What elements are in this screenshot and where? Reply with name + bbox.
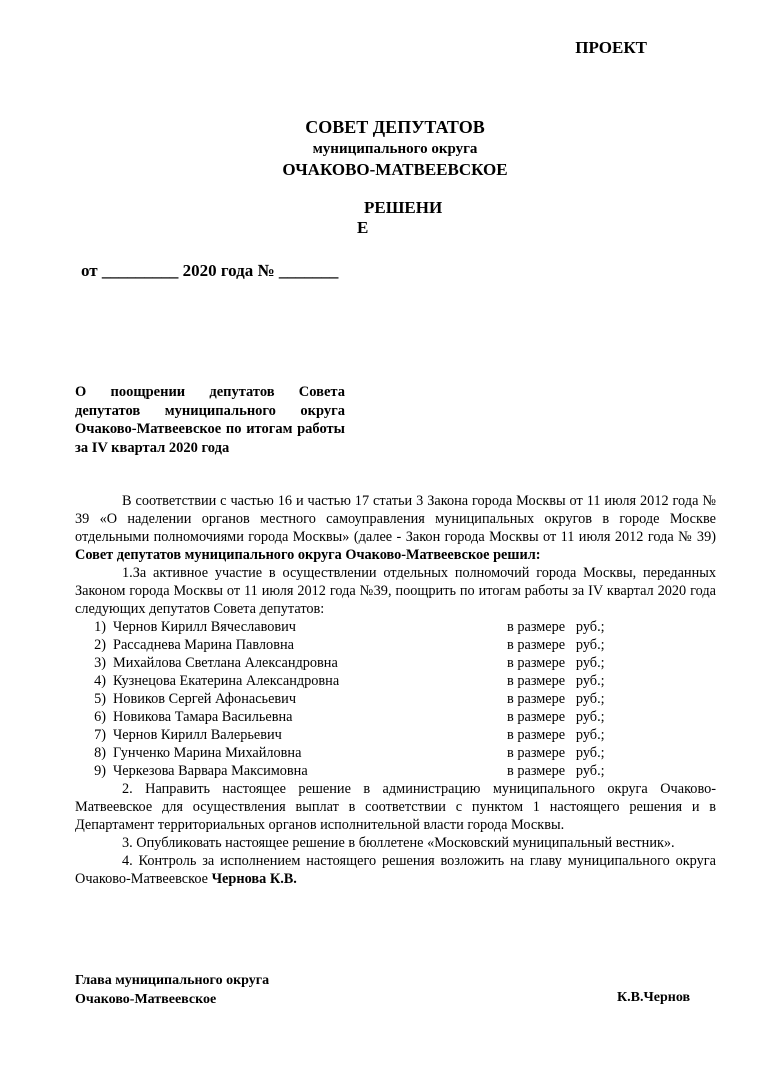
deputy-name: Новикова Тамара Васильевна <box>113 709 293 725</box>
deputy-number: 9) <box>94 763 106 779</box>
deputy-amount: в размере руб.; <box>507 673 605 689</box>
deputy-name: Новиков Сергей Афонасьевич <box>113 691 297 707</box>
signature-name: К.В.Чернов <box>617 990 691 1005</box>
deputy-name: Чернов Кирилл Вячеславович <box>113 619 296 635</box>
deputy-name: Черкезова Варвара Максимовна <box>113 763 308 779</box>
item-2-paragraph: 2. Направить настоящее решение в администрацию муниципального округа Очаково-Матвеевское для осуществления выплат в соответствии с пунктом 1 настоящего решения и в Департамент территориальных органов исполнительной власти города Москвы. <box>75 781 716 833</box>
item-4-text: 4. Контроль за исполнением настоящего решения возложить на главу муниципального округа Очаково-Матвеевское <box>75 853 716 887</box>
deputy-list-item <box>75 726 716 744</box>
deputy-amount: в размере руб.; <box>507 745 605 761</box>
deputy-amount: в размере руб.; <box>507 691 605 707</box>
district-label: муниципального округа <box>312 141 478 157</box>
deputy-number: 6) <box>94 709 106 725</box>
deputy-amount: в размере руб.; <box>507 727 605 743</box>
deputy-list-item <box>75 744 716 762</box>
deputy-list-item <box>75 708 716 726</box>
item-1-paragraph: 1.За активное участие в осуществлении отдельных полномочий города Москвы, переданных Законом города Москвы от 11 июля 2012 года №39, поощрить по итогам работы за IV квартал 2020 года следующих депутатов Совета депутатов: <box>75 565 716 617</box>
deputy-number: 4) <box>94 673 106 689</box>
deputy-number: 8) <box>94 745 106 761</box>
project-stamp: ПРОЕКТ <box>575 38 647 57</box>
item-4-responsible: Чернова К.В. <box>211 871 297 887</box>
preamble-resolution: Совет депутатов муниципального округа Очаково-Матвеевское решил: <box>75 547 541 563</box>
deputy-name: Чернов Кирилл Валерьевич <box>113 727 282 743</box>
item-4-paragraph <box>75 852 716 888</box>
decision-subject: О поощрении депутатов Совета депутатов муниципального округа Очаково-Матвеевское по итогам работы за IV квартал 2020 года <box>75 384 345 456</box>
decision-heading-part1: РЕШЕНИ <box>364 198 443 217</box>
deputy-list-item <box>75 672 716 690</box>
decision-body <box>75 492 716 888</box>
deputy-name: Рассаднева Марина Павловна <box>113 637 294 653</box>
preamble-text: В соответствии с частью 16 и частью 17 статьи 3 Закона города Москвы от 11 июля 2012 года № 39 «О наделении органов местного самоуправления муниципальных округов в городе Москве отдельными полномочиями города Москвы» (далее - Закон города Москвы от 11 июля 2012 года № 39) <box>75 493 716 545</box>
deputy-list-item <box>75 618 716 636</box>
council-title: СОВЕТ ДЕПУТАТОВ <box>305 117 485 137</box>
deputy-name: Гунченко Марина Михайловна <box>113 745 302 761</box>
deputy-number: 1) <box>94 619 106 635</box>
district-name: ОЧАКОВО-МАТВЕЕВСКОЕ <box>282 160 508 179</box>
deputy-amount: в размере руб.; <box>507 655 605 671</box>
deputy-number: 5) <box>94 691 106 707</box>
preamble-paragraph <box>75 492 716 564</box>
deputy-name: Кузнецова Екатерина Александровна <box>113 673 340 689</box>
signature-block <box>75 971 269 1009</box>
deputy-number: 2) <box>94 637 106 653</box>
deputy-number: 3) <box>94 655 106 671</box>
deputy-amount: в размере руб.; <box>507 709 605 725</box>
deputy-list-item <box>75 654 716 672</box>
decision-heading-part2: Е <box>357 218 369 237</box>
deputy-list-item <box>75 690 716 708</box>
deputy-amount: в размере руб.; <box>507 619 605 635</box>
deputy-amount: в размере руб.; <box>507 637 605 653</box>
deputy-list <box>75 618 716 780</box>
deputy-name: Михайлова Светлана Александровна <box>113 655 338 671</box>
item-3-paragraph: 3. Опубликовать настоящее решение в бюллетене «Московский муниципальный вестник». <box>122 835 675 851</box>
date-number-line: от _________ 2020 года № _______ <box>81 261 339 280</box>
signature-title-line2: Очаково-Матвеевское <box>75 992 217 1007</box>
signature-title-line1: Глава муниципального округа <box>75 973 270 988</box>
deputy-number: 7) <box>94 727 106 743</box>
deputy-list-item <box>75 762 716 780</box>
deputy-amount: в размере руб.; <box>507 763 605 779</box>
deputy-list-item <box>75 636 716 654</box>
